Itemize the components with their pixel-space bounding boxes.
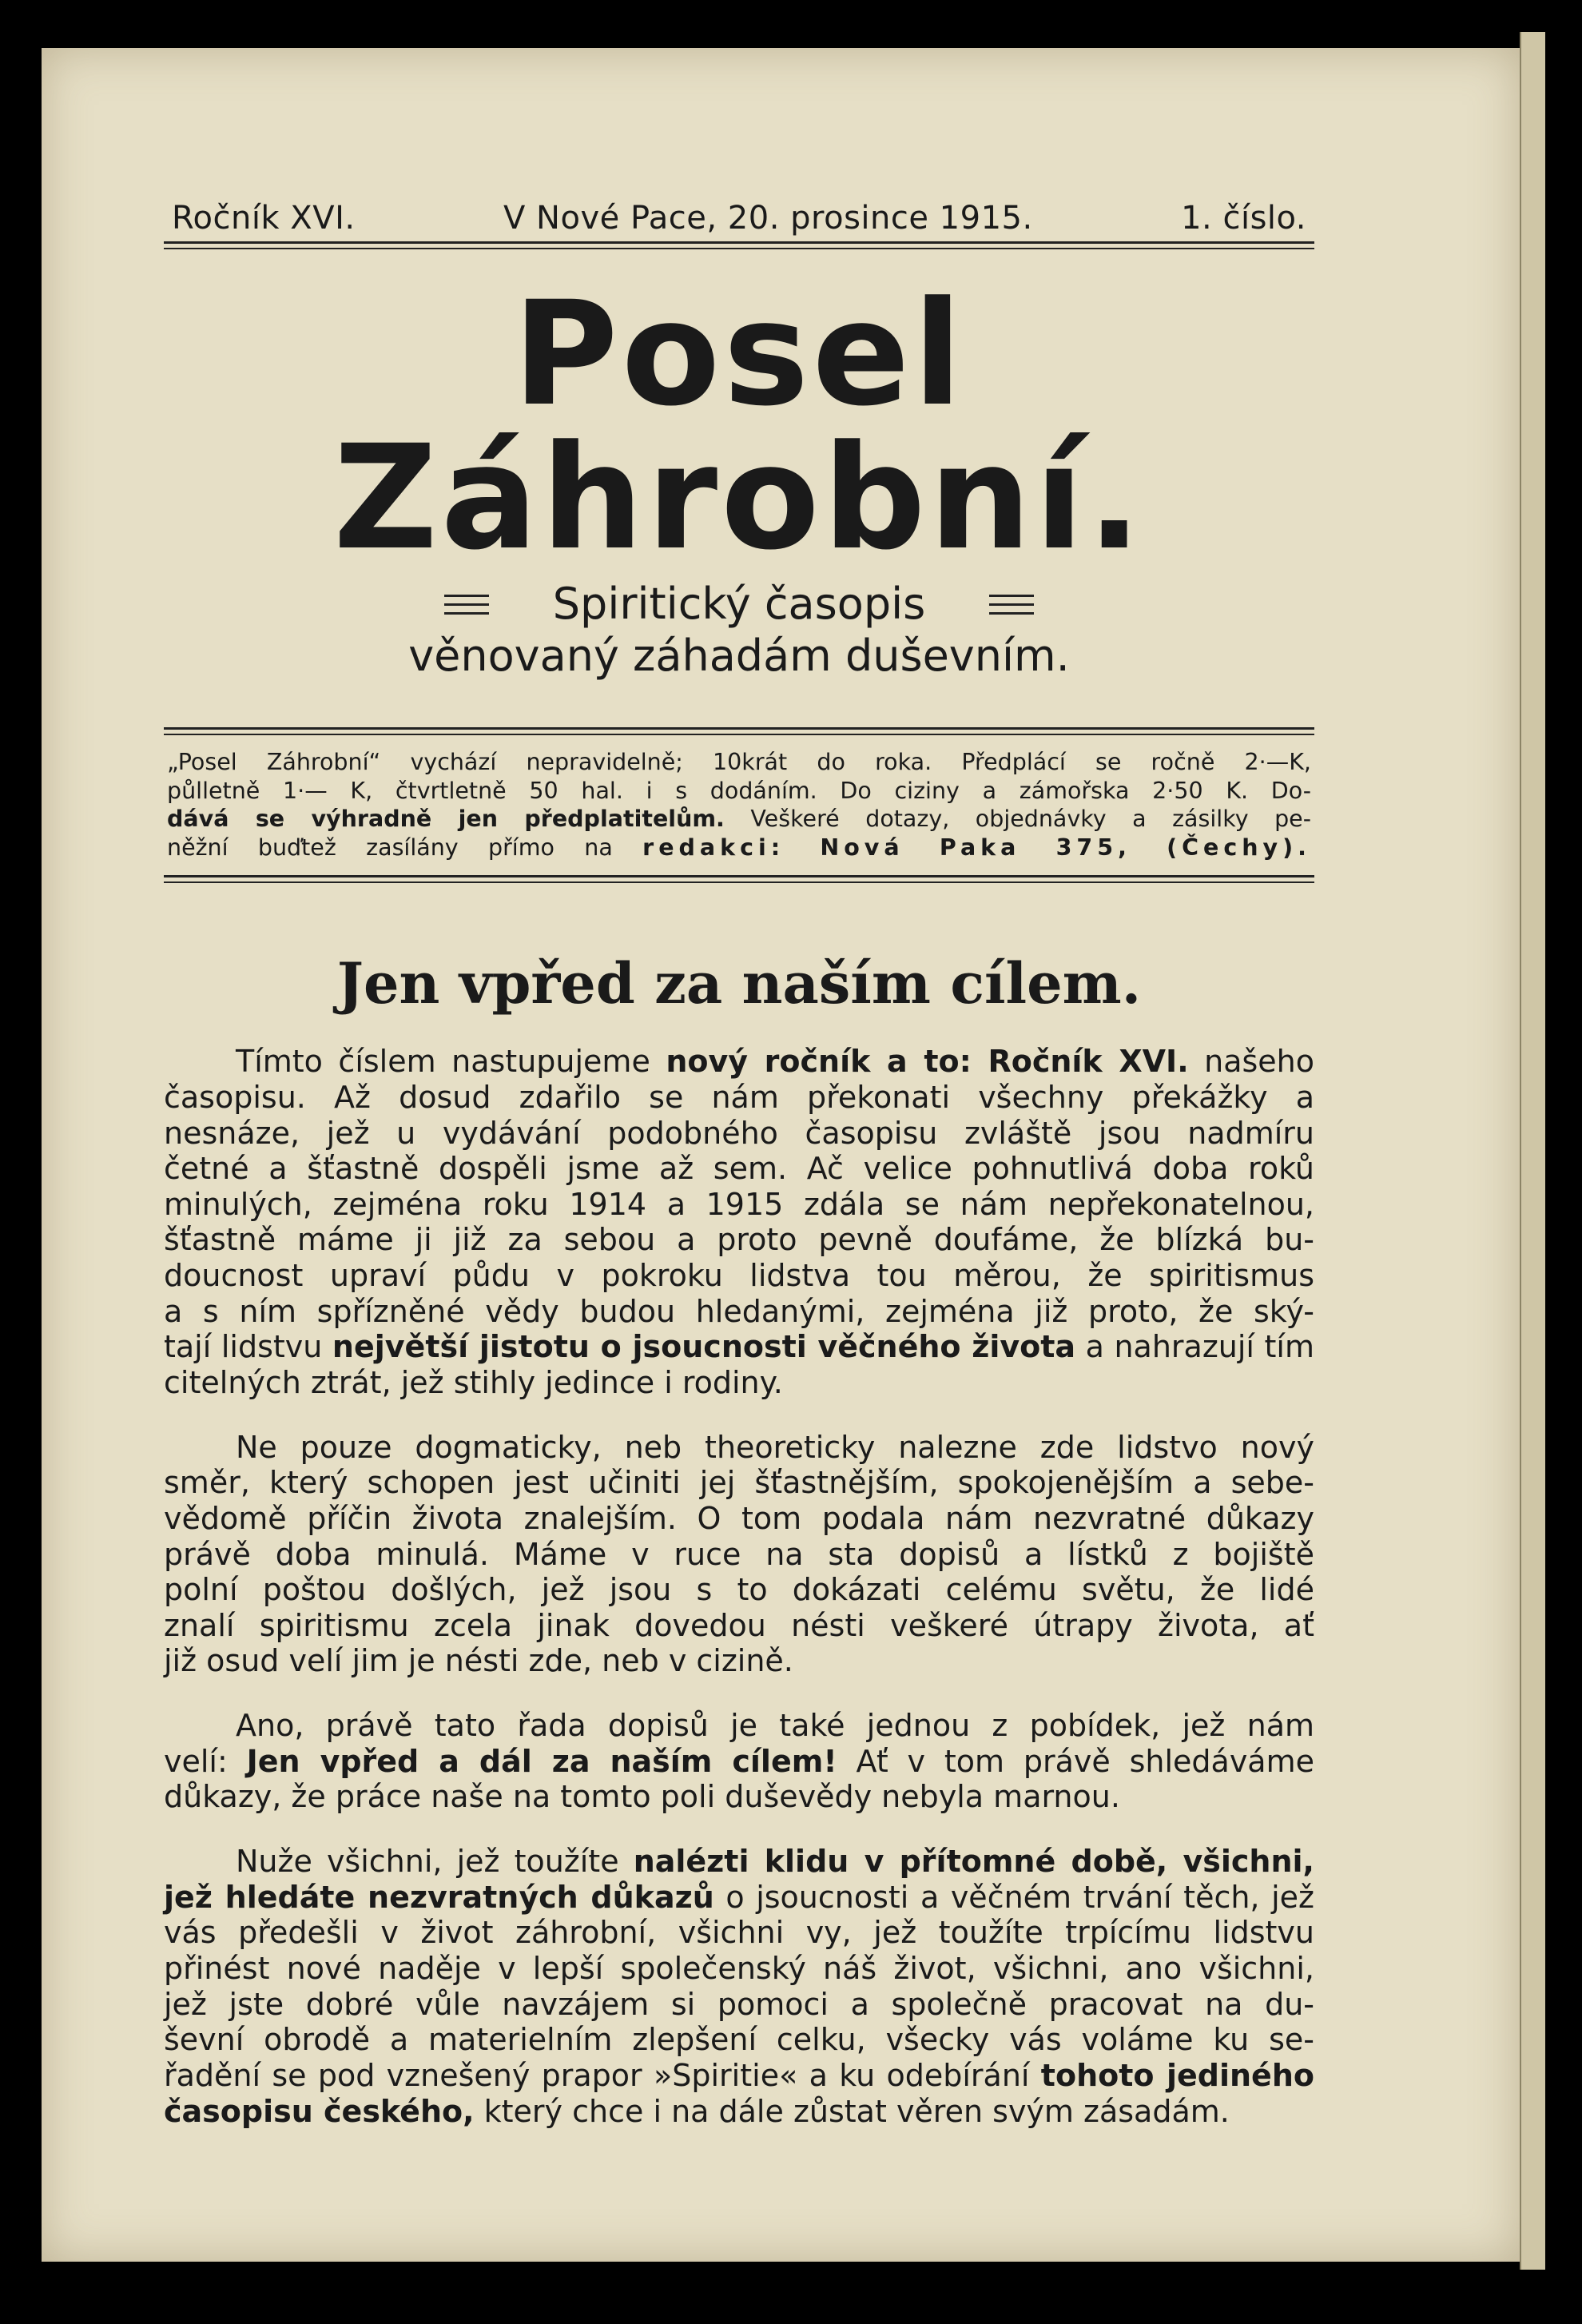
- info-line: „Posel Záhrobní“ vychází nepravidelně; 10krát do roka. Předplácí se ročně 2·—K,: [167, 748, 1311, 775]
- text-line: [164, 1501, 1314, 1537]
- text-line: [164, 1044, 1314, 1080]
- info-line: [167, 805, 1311, 834]
- body-text: o jsoucnosti a věčném trvání těch, jež: [713, 1879, 1314, 1915]
- emphasis-text: Jen vpřed a dál za naším cílem!: [246, 1743, 837, 1779]
- text-line: [164, 1572, 1314, 1608]
- article-paragraph-4: [164, 1844, 1314, 2129]
- body-text: četné a šťastně dospěli jsme až sem. Ač velice pohnutlivá doba roků: [164, 1151, 1314, 1187]
- text-line: [164, 1151, 1314, 1187]
- body-text: časopisu. Až dosud zdařilo se nám překonati všechny překážky a: [164, 1079, 1314, 1115]
- text-line: [164, 1915, 1314, 1951]
- body-text: tají lidstvu: [164, 1329, 332, 1365]
- article-paragraph-2: [164, 1430, 1314, 1679]
- body-text: a s ním spřízněné vědy budou hledanými, zejména již proto, že ský-: [164, 1293, 1314, 1329]
- body-text: našeho: [1188, 1044, 1315, 1080]
- magazine-title: Posel Záhrobní.: [333, 271, 1145, 582]
- text-line: [164, 1187, 1314, 1223]
- text-line: [164, 1880, 1314, 1916]
- page-edge: [1520, 32, 1545, 2270]
- emphasis-text: časopisu českého,: [164, 2093, 475, 2129]
- emphasis-text: jež hledáte nezvratných důkazů: [164, 1879, 714, 1915]
- body-text: Ano, právě tato řada dopisů je také jednou z pobídek, jež nám: [236, 1708, 1314, 1744]
- body-text: znalí spiritismu zcela jinak dovedou nésti veškeré útrapy života, ať: [164, 1607, 1314, 1643]
- text-line: [164, 1465, 1314, 1501]
- info-text: něžní buďtež zasílány přímo na: [167, 834, 643, 862]
- body-text: řadění se pod vznešený prapor »Spiritie« a ku odebírání: [164, 2057, 1041, 2093]
- body-text: důkazy, že práce naše na tomto poli duševědy nebyla marnou.: [164, 1779, 1120, 1815]
- emphasis-text: nalézti klidu v přítomné době, všichni,: [633, 1844, 1314, 1880]
- place-date: V Nové Pace, 20. prosince 1915.: [503, 200, 1033, 237]
- issue-number: 1. číslo.: [1181, 200, 1306, 237]
- body-text: směr, který schopen jest učiniti jej šťastnějším, spokojenějším a sebe-: [164, 1465, 1314, 1501]
- article-paragraph-1: [164, 1044, 1314, 1400]
- info-rule-bottom: [164, 875, 1314, 883]
- body-text: právě doba minulá. Máme v ruce na sta dopisů a lístků z bojiště: [164, 1536, 1314, 1572]
- body-text: šťastně máme ji již za sebou a proto pevně doufáme, že blízká bu-: [164, 1222, 1314, 1258]
- text-line: [164, 2022, 1314, 2058]
- text-line: [164, 1744, 1314, 1780]
- text-line: [164, 1537, 1314, 1573]
- subtitle: [164, 579, 1314, 682]
- info-rule-top: [164, 727, 1314, 735]
- text-line: [164, 1708, 1314, 1744]
- emphasis-text: největší jistotu o jsoucnosti věčného života: [332, 1329, 1076, 1365]
- body-text: doucnost upraví půdu v pokroku lidstva tou měrou, že spiritismus: [164, 1258, 1314, 1294]
- body-text: již osud velí jim je nésti zde, neb v cizině.: [164, 1643, 793, 1679]
- text-line: [164, 1951, 1314, 1987]
- page-content: [164, 200, 1314, 2158]
- body-text: vás předešli v život záhrobní, všichni vy, jež toužíte trpícímu lidstvu: [164, 1915, 1314, 1951]
- body-text: minulých, zejména roku 1914 a 1915 zdála se nám nepřekonatelnou,: [164, 1186, 1314, 1222]
- body-text: přinést nové naděje v lepší společenský náš život, všichni, ano všichni,: [164, 1950, 1314, 1986]
- text-line: [164, 1844, 1314, 1880]
- info-line: [167, 834, 1311, 862]
- body-text: a nahrazují tím: [1075, 1329, 1314, 1365]
- text-line: [164, 1080, 1314, 1116]
- body-text: velí:: [164, 1743, 247, 1779]
- text-line: [164, 1222, 1314, 1258]
- info-line: půlletně 1·— K, čtvrtletně 50 hal. i s dodáním. Do ciziny a zámořska 2·50 K. Do-: [167, 777, 1311, 804]
- article-title: Jen vpřed za naším cílem.: [336, 950, 1142, 1017]
- volume-label: Ročník XVI.: [172, 200, 356, 237]
- emphasis-text: nový ročník a to: Ročník XVI.: [666, 1044, 1189, 1080]
- editorial-address: redakci: Nová Paka 375, (Čechy).: [642, 834, 1311, 862]
- subscription-info: [164, 727, 1314, 884]
- text-line: [164, 1643, 1314, 1679]
- subtitle-line1: Spiritický časopis: [552, 579, 926, 629]
- body-text: nesnáze, jež u vydávání podobného časopisu zvláště jsou nadmíru: [164, 1115, 1314, 1151]
- masthead-rule: [164, 241, 1314, 249]
- text-line: [164, 2094, 1314, 2130]
- text-line: [164, 1608, 1314, 1644]
- text-line: [164, 1779, 1314, 1815]
- body-text: Ať v tom právě shledáváme: [837, 1743, 1314, 1779]
- text-line: [164, 1987, 1314, 2023]
- body-text: polní poštou došlých, jež jsou s to dokázati celému světu, že lidé: [164, 1572, 1314, 1608]
- text-line: [164, 1258, 1314, 1294]
- body-text: který chce i na dále zůstat věren svým zásadám.: [474, 2093, 1230, 2129]
- text-line: [164, 1329, 1314, 1365]
- body-text: Tímto číslem nastupujeme: [236, 1044, 666, 1080]
- text-line: [164, 1116, 1314, 1152]
- body-text: ševní obrodě a materielním zlepšení celku, všecky vás voláme ku se-: [164, 2022, 1314, 2058]
- body-text: jež jste dobré vůle navzájem si pomoci a společně pracovat na du-: [164, 1986, 1314, 2022]
- body-text: Ne pouze dogmaticky, neb theoreticky nalezne zde lidstvo nový: [236, 1429, 1314, 1465]
- body-text: Nuže všichni, jež toužíte: [236, 1844, 634, 1880]
- text-line: [164, 2058, 1314, 2094]
- subtitle-line2: věnovaný záhadám duševním.: [408, 630, 1070, 681]
- ornament-left-icon: [444, 588, 489, 621]
- text-line: [164, 1294, 1314, 1330]
- info-bold: dává se výhradně jen předplatitelům.: [167, 806, 725, 833]
- info-text: Veškeré dotazy, objednávky a zásilky pe-: [724, 806, 1311, 833]
- text-line: [164, 1430, 1314, 1466]
- masthead-line: [164, 200, 1314, 237]
- article-paragraph-3: [164, 1708, 1314, 1815]
- emphasis-text: tohoto jediného: [1040, 2057, 1314, 2093]
- ornament-right-icon: [989, 588, 1034, 621]
- text-line: [164, 1365, 1314, 1401]
- body-text: citelných ztrát, jež stihly jedince i rodiny.: [164, 1364, 783, 1400]
- body-text: vědomě příčin života znalejším. O tom podala nám nezvratné důkazy: [164, 1500, 1314, 1536]
